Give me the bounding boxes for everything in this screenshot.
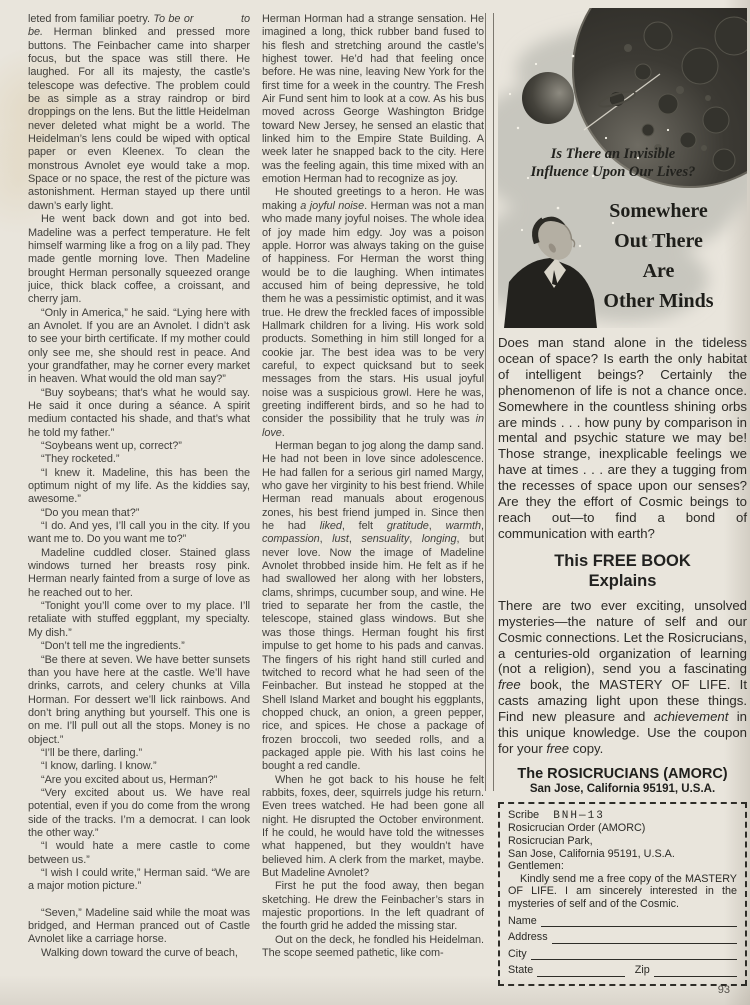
coupon-address-line: San Jose, California 95191, U.S.A.: [508, 847, 675, 860]
mail-in-coupon: [498, 802, 747, 986]
story-paragraph: “Don’t tell me the ingredients.”: [41, 640, 185, 653]
ad-body-paragraph: There are two ever exciting, unsolved mysteries—the nature of self and our Cosmic connections. Let the Rosicrucians, a centuries-old organization of learning (not a religion), send you a fascinating free book, the MASTERY OF LIFE. It casts amazing light upon these things. Find new pleasure and achievement in this unique knowledge. Use the coupon for your free copy.: [498, 597, 748, 756]
coupon-city-row: [508, 947, 737, 960]
coupon-name-blank: [541, 915, 737, 927]
story-paragraph: “I wish I could write,” Herman said. “We are a major motion picture.”: [28, 867, 250, 893]
story-paragraph: Out on the deck, he fondled his Heidelman. The scope seemed pathetic, like com-: [262, 933, 484, 960]
story-paragraph: He shouted greetings to a heron. He was making a joyful noise. Herman was not a man who made many joyful noises. The whole idea of joy made him edgy. Joy was a poison apple. Horror was always taking on the guise of happiness. For Herman the worst thing would be to die laughing. When intimates accused him of being depressive, he told them he was a pessimistic optimist, and it was true. He drew the freckled faces of impossible Hallmark children for a living. His work sold products. Something in him still longed for a cookie jar. The best idea was to be very careful, to expect quicksand but to seek messages from the stars. His usual joyful noise was a suspicious growl. Here he was, greeting indifferent birds, and so he had to consider the possibility that he truly was in love.: [262, 186, 484, 439]
coupon-scribe-code: BNH—13: [553, 809, 605, 822]
coupon-name-label: Name: [508, 914, 537, 927]
ad-question-line2: Influence Upon Our Lives?: [530, 163, 696, 180]
coupon-address-line: Rosicrucian Order (AMORC): [508, 822, 646, 835]
story-paragraph: “Buy soybeans; that’s what he would say. He said it once during a séance. A spirit medium contacted his shade, and that’s what he told my father.”: [28, 386, 250, 439]
story-paragraph: leted from familiar poetry. To be or to be. Herman blinked and pressed more buttons. The Feinbacher came into sharper focus, but the space was still there. He laughed. For all its majesty, the castle’s telescope was defective. The problem could be as simple as a stray raindrop or bird droppings on the lens. But the little Heidelman never deleted what might be a world. The Heidelman’s lens could be wiped with optical paper or even Kleenex. To clean the monstrous Avnolet eye would take a mop. Space or no space, the rest of the picture was astonishment. Herman stayed up there until dawn’s early light.: [28, 13, 250, 212]
story-paragraph: “I do. And yes, I’ll call you in the city. If you want me to. Do you want me to?”: [28, 520, 250, 546]
coupon-salutation: Gentlemen:: [508, 860, 564, 873]
story-paragraph: “I know, darling. I know.”: [41, 760, 157, 773]
coupon-city-blank: [531, 948, 737, 960]
coupon-scribe-line: [508, 809, 737, 823]
coupon-address-line: Rosicrucian Park,: [508, 835, 593, 848]
coupon-state-label: State: [508, 964, 534, 976]
planet-graphic: [522, 72, 574, 124]
story-paragraph: Herman began to jog along the damp sand. He had not been in love since adolescence. He had fallen for a serious girl named Margy, who gave her virginity to his best friend. While Herman read manuals about erogenous zones, his best friend jumped in. Since then he had liked, felt gratitude, warmth, compassion, lust, sensuality, longing, but never love. Now the image of Madeline Avnolet throbbed inside him. He felt as if he had swallowed her along with her lobsters, clams, shrimps, cucumber soup, and wine. He tried to separate her from the castle, the telescope, stained glass windows. But she was those things. Herman fought his first impulse to get home to his pads and canvas. The fingers of his right hand still curled and twitched to record what he had seen of the Feinbacher. But instead he stopped at the Shell Island Market and bought his eggplants, chopped chuck, an onion, a green pepper, rice, and spices. He chose a package of frozen broccoli, two seeded rolls, and a packaged apple pie. With his last coins he bought a red candle.: [262, 440, 484, 773]
story-paragraph: “They rocketed.”: [41, 453, 120, 466]
column-divider-outer: [485, 13, 486, 791]
column-divider-inner: [493, 13, 494, 791]
coupon-name-row: [508, 914, 737, 927]
story-paragraph: He went back down and got into bed. Madeline was a perfect temperature. He felt himself warming like a frog on a lily pad. They made gentle morning love. Then Madeline brought Herman personally squeezed orange juice, thick black coffee, a croissant, and cherry jam.: [28, 213, 250, 306]
coupon-zip-label: Zip: [634, 964, 650, 976]
story-paragraph: Walking down toward the curve of beach,: [41, 946, 238, 959]
coupon-zip-blank: [654, 965, 737, 977]
ad-organization: [498, 766, 747, 796]
story-paragraph: “I’ll be there, darling.”: [41, 746, 143, 759]
coupon-scribe-label: Scribe: [508, 808, 540, 821]
ad-question: [498, 146, 728, 181]
ad-headline-line: Out There: [614, 230, 703, 252]
space-illustration: [498, 8, 747, 328]
ad-free-book-heading-line2: Explains: [588, 571, 657, 590]
story-paragraph: Herman Horman had a strange sensation. He imagined a long, thick rubber band fused to his flesh and stretching around the castle’s highest tower. He’d had that feeling once before. He was nine, leaving New York for the first time for a week in the country. The Fresh Air Fund sent him to look at a cow. As his bus moved across George Washington Bridge toward New Jersey, he sensed an elastic that linked him to the Empire State Building. A week later he snapped back to the city. Here was the feeling again, this time mixed with an emotion Herman had to recognize as joy.: [262, 13, 484, 186]
ad-headline-line: Are: [642, 260, 675, 282]
story-paragraph: “I would hate a mere castle to come between us.”: [28, 840, 250, 866]
ad-headline-line: Other Minds: [603, 290, 714, 312]
coupon-request-text: Kindly send me a free copy of the MASTERY OF LIFE. I am sincerely interested in the mysteries of self and of the Cosmic.: [508, 872, 737, 910]
ad-free-book-heading: [498, 551, 747, 591]
ad-organization-name: The ROSICRUCIANS (AMORC): [517, 765, 728, 782]
story-paragraph: Madeline cuddled closer. Stained glass windows turned her breasts rosy pink. Herman nearly fainted from a surge of love as he reached out to her.: [28, 546, 250, 599]
coupon-address-blank: [552, 932, 737, 944]
story-paragraph: First he put the food away, then began sketching. He drew the Feinbacher’s stars in majestic proportions. In the left quadrant of the fourth grid he added the missing star.: [262, 880, 484, 933]
story-paragraph: “Tonight you’ll come over to my place. I’ll retaliate with stuffed eggplant, my specialty. My dish.”: [28, 600, 250, 639]
ad-question-line1: Is There an Invisible: [550, 146, 676, 162]
page-number: 93: [717, 984, 730, 996]
coupon-city-label: City: [508, 947, 527, 960]
ad-headline: [570, 196, 747, 316]
coupon-state-zip-row: [508, 964, 737, 977]
story-paragraph: “I knew it. Madeline, this has been the optimum night of my life. As the kiddies say, awesome.”: [28, 466, 250, 506]
coupon-state-blank: [537, 965, 625, 977]
coupon-address-label: Address: [508, 931, 548, 943]
ad-organization-address: San Jose, California 95191, U.S.A.: [529, 782, 716, 795]
story-paragraph: “Very excited about us. We have real potential, even if you do come from the wrong side of the tracks. I’m a democrat. I can look the other way.”: [28, 786, 250, 839]
story-column-2: [262, 13, 484, 998]
ad-intro-paragraph: Does man stand alone in the tideless ocean of space? Is earth the only habitat of intelligent beings? Certainly the phenomenon of life is not a chance once. Somewhere in the countless shining orbs are minds . . . how puny by comparison in mental and psychic stature we may be! Those strange, inexplicable feelings we have at times . . . are they a tugging from the recesses of space upon our senses? Are they the effort of Cosmic beings to reach out—to find a bond of communication with earth?: [498, 335, 747, 541]
ad-headline-line: Somewhere: [609, 200, 708, 222]
story-column-1: [28, 13, 250, 998]
coupon-address-row: [508, 931, 737, 944]
rosicrucian-ad: [498, 8, 747, 986]
ad-free-book-heading-line1: This FREE BOOK: [554, 551, 691, 570]
story-paragraph: “Be there at seven. We have better sunsets than you have here at the castle. We’ll have drinks, carrots, and celery chunks at Villa Horman. For dessert we’ll lick rainbows. And don’t bring anything but yourself. This one is on me. I’ll pull out all the stops. Money is no object.”: [28, 653, 250, 746]
story-paragraph: “Only in America,” he said. “Lying here with an Avnolet. If you are an Avnolet. I didn’t ask to see your birth certificate. If my mother could only see me, she should rest in peace. And your grandfather, may he corner every market in heaven. What would the old man say?”: [28, 306, 250, 386]
story-paragraph: “Do you mean that?”: [41, 506, 140, 519]
story-paragraph: “Are you excited about us, Herman?”: [41, 773, 218, 786]
story-paragraph: “Seven,” Madeline said while the moat was bridged, and Herman pranced out of Castle Avnolet like a carriage horse.: [28, 906, 250, 946]
story-paragraph: When he got back to his house he felt rabbits, foxes, deer, squirrels judge his return. Even trees watched. He had been gone all night. He disrupted the October environment. If he could, he would have told the witnesses what happened, but they wouldn’t have believed him. A clerk from the market, maybe. But Madeline Avnolet?: [262, 773, 484, 879]
story-paragraph: “Soybeans went up, correct?”: [41, 440, 182, 452]
